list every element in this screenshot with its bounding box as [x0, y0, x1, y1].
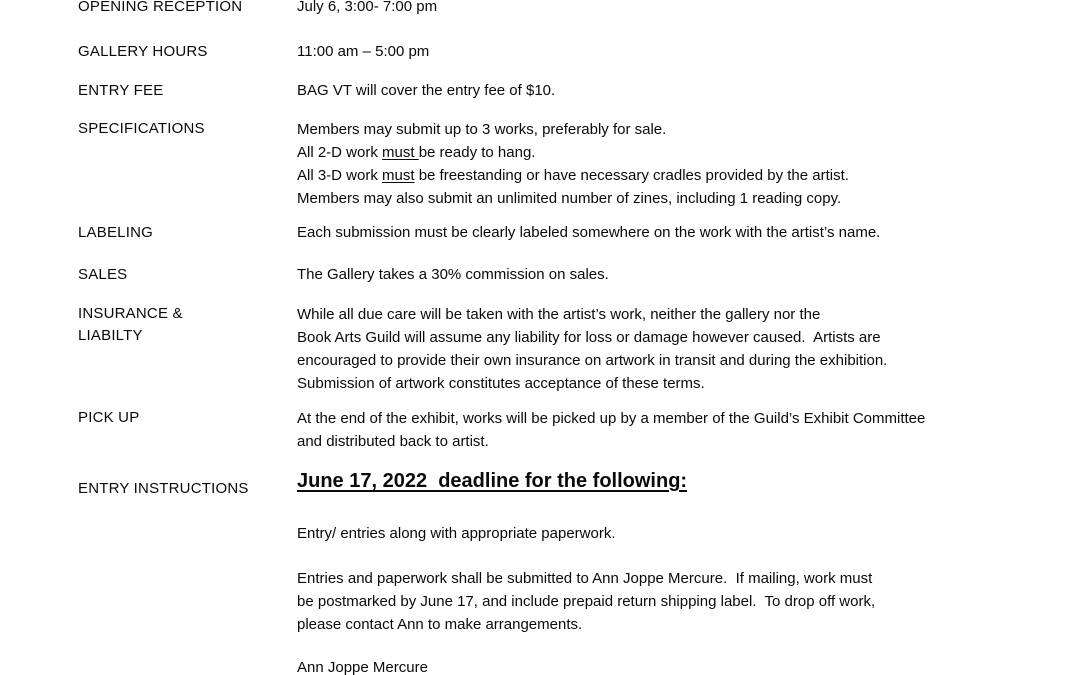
label-opening-reception: OPENING RECEPTION [78, 0, 243, 15]
value-entry-fee: BAG VT will cover the entry fee of $10. [297, 82, 556, 99]
label-entry-fee: ENTRY FEE [78, 82, 164, 99]
label-sales: SALES [78, 266, 128, 283]
label-labeling: LABELING [78, 224, 153, 241]
entry-paragraph: Entries and paperwork shall be submitted to Ann Joppe Mercure. If mailing, work must be postmarked by June 17, and include prepaid return shipping label. To drop off work, please contact Ann to make arrangements. [297, 570, 876, 633]
value-labeling: Each submission must be clearly labeled somewhere on the work with the artist’s name. [297, 224, 881, 241]
value-specifications: Members may submit up to 3 works, preferably for sale. All 2-D work must be ready to hang. All 3-D work must be freestanding or have necessary cradles provided by the artist. Members may also submit an unlimited number of zines, including 1 reading copy. [297, 121, 849, 207]
value-sales: The Gallery takes a 30% commission on sales. [297, 266, 609, 283]
value-insurance-liability: While all due care will be taken with the artist’s work, neither the gallery nor the Book Arts Guild will assume any liability for loss or damage however caused. Artists are encouraged to provide their own insurance on artwork in transit and during the exhibition. Submission of artwork constitutes acceptance of these terms. [297, 306, 888, 392]
label-gallery-hours: GALLERY HOURS [78, 43, 208, 60]
label-insurance-liability: INSURANCE & LIABILTY [78, 305, 183, 344]
value-opening-reception: July 6, 3:00- 7:00 pm [297, 0, 438, 15]
value-pick-up: At the end of the exhibit, works will be picked up by a member of the Guild’s Exhibit Committee and distributed back to artist. [297, 410, 926, 450]
value-gallery-hours: 11:00 am – 5:00 pm [297, 43, 430, 60]
contact-name: Ann Joppe Mercure [297, 659, 428, 675]
deadline-heading: June 17, 2022 deadline for the following: [297, 470, 688, 492]
label-specifications: SPECIFICATIONS [78, 120, 205, 137]
label-entry-instructions: ENTRY INSTRUCTIONS [78, 480, 249, 497]
label-pick-up: PICK UP [78, 409, 140, 426]
entry-intro-line: Entry/ entries along with appropriate paperwork. [297, 525, 616, 542]
